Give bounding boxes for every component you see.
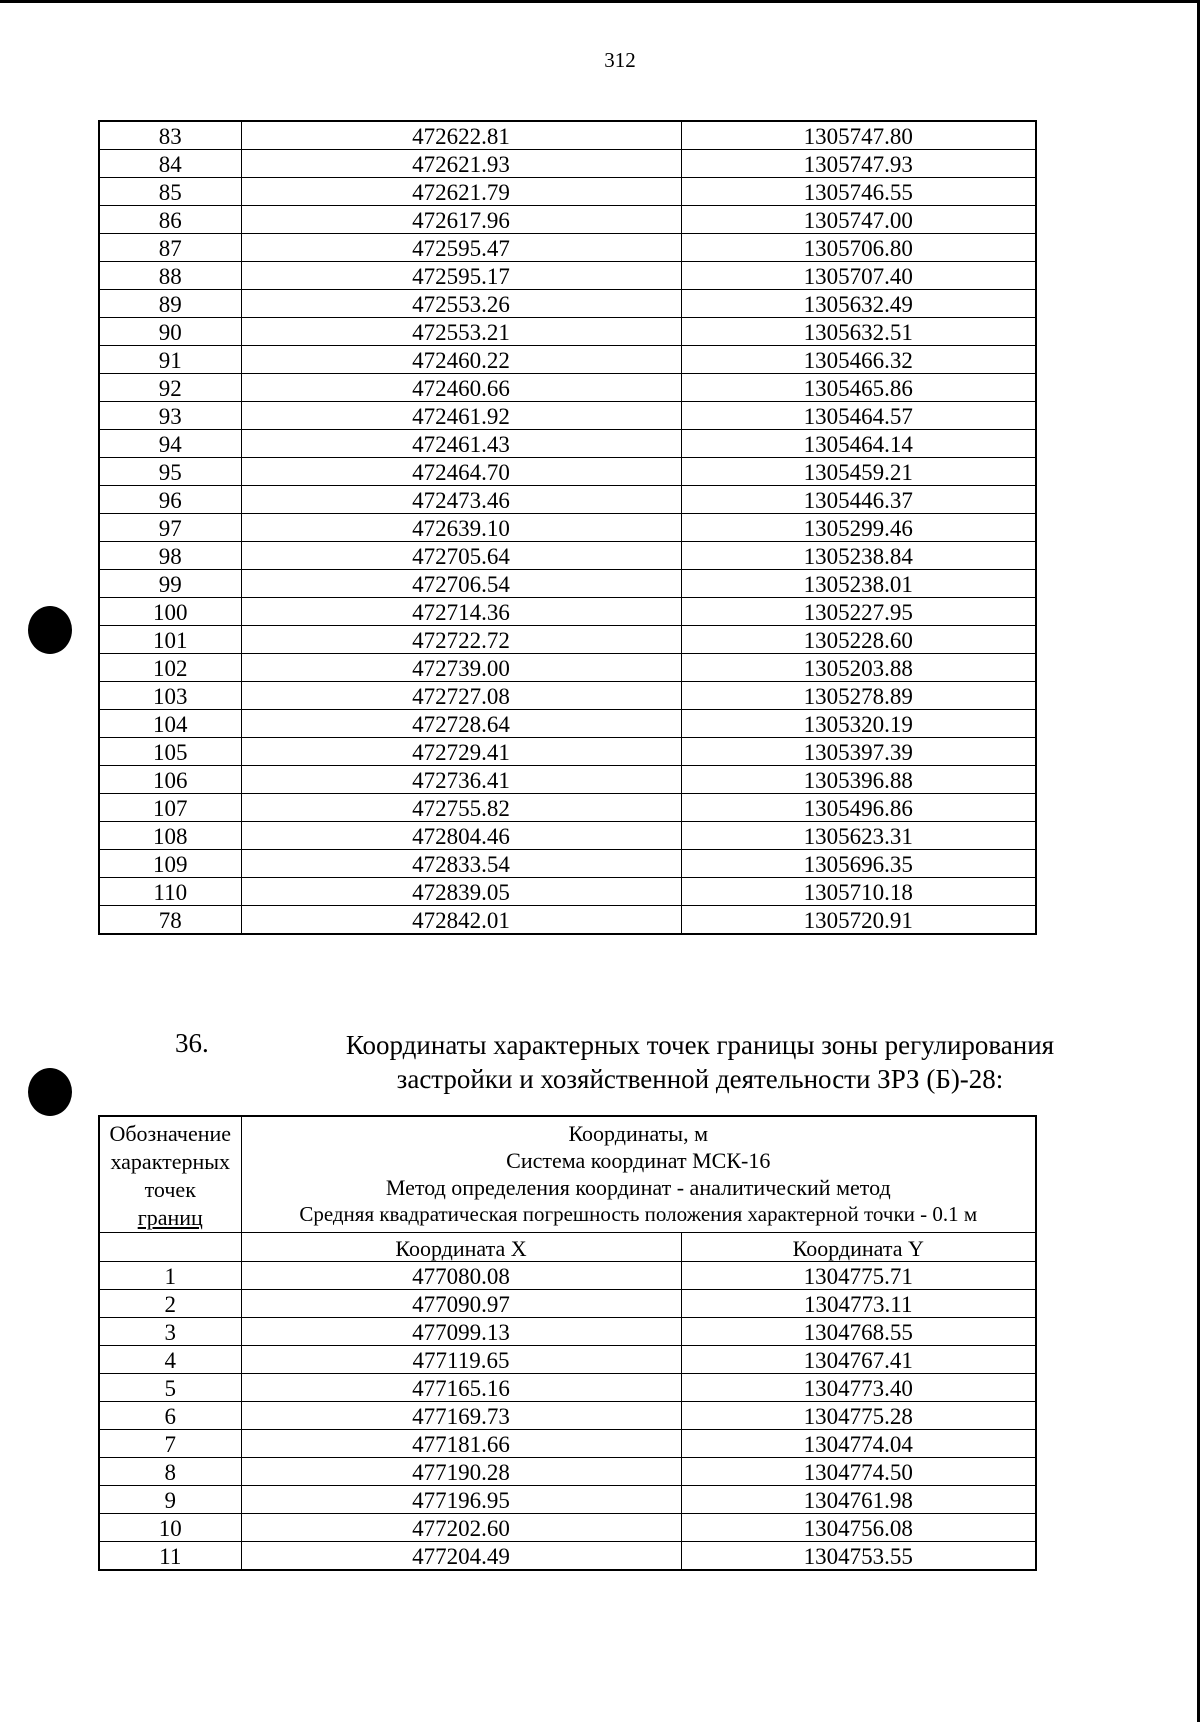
coordinate-y-cell: 1305238.01 xyxy=(681,570,1036,598)
coordinates-table-continued xyxy=(98,120,1037,935)
coordinate-x-cell: 472839.05 xyxy=(241,878,681,906)
coordinate-y-cell: 1305446.37 xyxy=(681,486,1036,514)
header-line: точек xyxy=(144,1177,196,1202)
point-number-cell: 11 xyxy=(99,1542,241,1571)
table-row xyxy=(99,1290,1036,1318)
coordinate-x-cell: 472639.10 xyxy=(241,514,681,542)
table-row xyxy=(99,290,1036,318)
table-subheader-row xyxy=(99,1233,1036,1262)
coordinate-x-cell: 472461.43 xyxy=(241,430,681,458)
point-number-cell: 7 xyxy=(99,1430,241,1458)
punch-hole-mark xyxy=(28,606,72,654)
table-row xyxy=(99,262,1036,290)
point-number-cell: 105 xyxy=(99,738,241,766)
table-row xyxy=(99,1486,1036,1514)
point-number-cell: 85 xyxy=(99,178,241,206)
coordinate-y-cell: 1305710.18 xyxy=(681,878,1036,906)
coordinate-x-cell: 477119.65 xyxy=(241,1346,681,1374)
point-number-cell: 93 xyxy=(99,402,241,430)
table-row xyxy=(99,402,1036,430)
point-number-cell: 6 xyxy=(99,1402,241,1430)
point-number-cell: 9 xyxy=(99,1486,241,1514)
coordinate-x-cell: 472736.41 xyxy=(241,766,681,794)
point-number-cell: 102 xyxy=(99,654,241,682)
column-header-y: Координата Y xyxy=(681,1233,1036,1262)
coordinate-x-cell: 472714.36 xyxy=(241,598,681,626)
point-number-cell: 4 xyxy=(99,1346,241,1374)
coordinate-x-cell: 477165.16 xyxy=(241,1374,681,1402)
coordinate-y-cell: 1304773.40 xyxy=(681,1374,1036,1402)
punch-hole-mark xyxy=(28,1068,72,1116)
coordinate-y-cell: 1305496.86 xyxy=(681,794,1036,822)
coordinate-x-cell: 472728.64 xyxy=(241,710,681,738)
header-line: характерных xyxy=(110,1149,231,1174)
coordinate-x-cell: 472595.47 xyxy=(241,234,681,262)
table-row xyxy=(99,346,1036,374)
table-row xyxy=(99,458,1036,486)
point-number-cell: 94 xyxy=(99,430,241,458)
point-designation-header xyxy=(99,1116,241,1233)
coordinate-y-cell: 1304768.55 xyxy=(681,1318,1036,1346)
coordinate-y-cell: 1304774.50 xyxy=(681,1458,1036,1486)
coordinate-y-cell: 1305747.80 xyxy=(681,121,1036,150)
section-number: 36. xyxy=(175,1028,209,1058)
table-row xyxy=(99,850,1036,878)
table-row xyxy=(99,486,1036,514)
coordinate-x-cell: 472739.00 xyxy=(241,654,681,682)
coordinate-y-cell: 1305397.39 xyxy=(681,738,1036,766)
table-row xyxy=(99,710,1036,738)
coordinate-y-cell: 1305464.14 xyxy=(681,430,1036,458)
point-number-cell: 87 xyxy=(99,234,241,262)
coordinate-x-cell: 472621.93 xyxy=(241,150,681,178)
coordinate-y-cell: 1305238.84 xyxy=(681,542,1036,570)
section-title-line: Координаты характерных точек границы зоны регулирования xyxy=(345,1030,1055,1060)
coordinate-x-cell: 477099.13 xyxy=(241,1318,681,1346)
section-title xyxy=(310,1028,1090,1096)
point-number-cell: 108 xyxy=(99,822,241,850)
table-row xyxy=(99,430,1036,458)
coordinate-y-cell: 1305747.00 xyxy=(681,206,1036,234)
coordinate-y-cell: 1304756.08 xyxy=(681,1514,1036,1542)
table-row xyxy=(99,1542,1036,1571)
table-row xyxy=(99,234,1036,262)
table-header-row xyxy=(99,1116,1036,1233)
table-row xyxy=(99,878,1036,906)
coordinate-x-cell: 472727.08 xyxy=(241,682,681,710)
table-row xyxy=(99,822,1036,850)
coordinate-x-cell: 477181.66 xyxy=(241,1430,681,1458)
coordinate-x-cell: 472729.41 xyxy=(241,738,681,766)
point-number-cell: 1 xyxy=(99,1262,241,1290)
point-number-cell: 95 xyxy=(99,458,241,486)
coordinate-x-cell: 472473.46 xyxy=(241,486,681,514)
coordinate-y-cell: 1304775.71 xyxy=(681,1262,1036,1290)
header-line: границ xyxy=(137,1205,203,1230)
point-number-cell: 10 xyxy=(99,1514,241,1542)
coordinate-x-cell: 472755.82 xyxy=(241,794,681,822)
table-row xyxy=(99,626,1036,654)
table-row xyxy=(99,1430,1036,1458)
coordinate-x-cell: 472595.17 xyxy=(241,262,681,290)
coordinate-y-cell: 1305623.31 xyxy=(681,822,1036,850)
table-row xyxy=(99,1402,1036,1430)
point-number-cell: 3 xyxy=(99,1318,241,1346)
point-number-cell: 2 xyxy=(99,1290,241,1318)
coordinate-x-cell: 477204.49 xyxy=(241,1542,681,1571)
coordinate-x-cell: 472617.96 xyxy=(241,206,681,234)
coordinate-y-cell: 1305747.93 xyxy=(681,150,1036,178)
table-row xyxy=(99,654,1036,682)
page-edge-top xyxy=(0,0,1200,3)
point-number-cell: 83 xyxy=(99,121,241,150)
point-number-cell: 100 xyxy=(99,598,241,626)
coordinate-x-cell: 472464.70 xyxy=(241,458,681,486)
column-header-x: Координата X xyxy=(241,1233,681,1262)
coordinate-x-cell: 472460.22 xyxy=(241,346,681,374)
coordinate-y-cell: 1304761.98 xyxy=(681,1486,1036,1514)
coordinate-y-cell: 1304773.11 xyxy=(681,1290,1036,1318)
coordinate-x-cell: 472553.26 xyxy=(241,290,681,318)
point-number-cell: 84 xyxy=(99,150,241,178)
coordinate-y-cell: 1304753.55 xyxy=(681,1542,1036,1571)
coordinate-x-cell: 472460.66 xyxy=(241,374,681,402)
table-row xyxy=(99,1514,1036,1542)
coordinate-y-cell: 1305465.86 xyxy=(681,374,1036,402)
table-row xyxy=(99,1318,1036,1346)
point-number-cell: 101 xyxy=(99,626,241,654)
table-row xyxy=(99,374,1036,402)
table-row xyxy=(99,121,1036,150)
coordinate-y-cell: 1305459.21 xyxy=(681,458,1036,486)
point-number-cell: 89 xyxy=(99,290,241,318)
coordinate-y-cell: 1304767.41 xyxy=(681,1346,1036,1374)
table-row xyxy=(99,598,1036,626)
point-number-cell: 106 xyxy=(99,766,241,794)
point-number-cell: 97 xyxy=(99,514,241,542)
table-row xyxy=(99,1374,1036,1402)
coordinate-x-cell: 472461.92 xyxy=(241,402,681,430)
table-row xyxy=(99,738,1036,766)
point-number-cell: 91 xyxy=(99,346,241,374)
coordinate-x-cell: 477169.73 xyxy=(241,1402,681,1430)
coordinate-y-cell: 1305396.88 xyxy=(681,766,1036,794)
coordinates-table-zrz-b-28 xyxy=(98,1115,1037,1571)
coordinate-y-cell: 1305227.95 xyxy=(681,598,1036,626)
table-row xyxy=(99,206,1036,234)
point-number-cell: 86 xyxy=(99,206,241,234)
coordinate-x-cell: 477202.60 xyxy=(241,1514,681,1542)
coordinate-y-cell: 1305278.89 xyxy=(681,682,1036,710)
coordinate-x-cell: 472553.21 xyxy=(241,318,681,346)
header-line: Система координат МСК-16 xyxy=(506,1148,771,1173)
header-line: Средняя квадратическая погрешность положения характерной точки - 0.1 м xyxy=(299,1202,978,1226)
header-line: Обозначение xyxy=(109,1121,232,1146)
table-row xyxy=(99,906,1036,935)
point-number-cell: 5 xyxy=(99,1374,241,1402)
point-number-cell: 90 xyxy=(99,318,241,346)
coordinate-y-cell: 1305746.55 xyxy=(681,178,1036,206)
table-row xyxy=(99,178,1036,206)
table-row xyxy=(99,794,1036,822)
point-number-cell: 103 xyxy=(99,682,241,710)
coordinate-y-cell: 1304775.28 xyxy=(681,1402,1036,1430)
point-number-cell: 78 xyxy=(99,906,241,935)
coordinate-y-cell: 1305320.19 xyxy=(681,710,1036,738)
header-line: Метод определения координат - аналитический метод xyxy=(385,1175,891,1200)
coordinate-y-cell: 1305299.46 xyxy=(681,514,1036,542)
section-title-line: застройки и хозяйственной деятельности ЗРЗ (Б)-28: xyxy=(396,1064,1004,1094)
point-number-cell: 92 xyxy=(99,374,241,402)
point-number-cell: 99 xyxy=(99,570,241,598)
coordinate-y-cell: 1305466.32 xyxy=(681,346,1036,374)
point-number-cell: 88 xyxy=(99,262,241,290)
table-row xyxy=(99,1458,1036,1486)
coordinate-x-cell: 477196.95 xyxy=(241,1486,681,1514)
coordinate-x-cell: 472842.01 xyxy=(241,906,681,935)
coordinate-y-cell: 1305696.35 xyxy=(681,850,1036,878)
coordinate-x-cell: 477190.28 xyxy=(241,1458,681,1486)
coordinate-x-cell: 472804.46 xyxy=(241,822,681,850)
table-row xyxy=(99,766,1036,794)
coordinate-y-cell: 1305632.49 xyxy=(681,290,1036,318)
point-number-cell: 107 xyxy=(99,794,241,822)
coordinate-x-cell: 477080.08 xyxy=(241,1262,681,1290)
point-number-cell: 98 xyxy=(99,542,241,570)
coordinate-y-cell: 1305706.80 xyxy=(681,234,1036,262)
table-row xyxy=(99,150,1036,178)
point-number-cell: 8 xyxy=(99,1458,241,1486)
coordinate-x-cell: 477090.97 xyxy=(241,1290,681,1318)
coordinate-y-cell: 1304774.04 xyxy=(681,1430,1036,1458)
page-number: 312 xyxy=(604,48,636,72)
table-row xyxy=(99,1262,1036,1290)
coordinate-y-cell: 1305228.60 xyxy=(681,626,1036,654)
coordinate-y-cell: 1305707.40 xyxy=(681,262,1036,290)
coordinate-x-cell: 472706.54 xyxy=(241,570,681,598)
table-row xyxy=(99,570,1036,598)
coordinate-x-cell: 472833.54 xyxy=(241,850,681,878)
table-row xyxy=(99,1346,1036,1374)
empty-cell xyxy=(99,1233,241,1262)
header-line: Координаты, м xyxy=(568,1121,709,1146)
table-body xyxy=(99,121,1036,934)
table-row xyxy=(99,682,1036,710)
coordinate-x-cell: 472622.81 xyxy=(241,121,681,150)
coordinate-y-cell: 1305720.91 xyxy=(681,906,1036,935)
coordinates-header xyxy=(241,1116,1036,1233)
point-number-cell: 109 xyxy=(99,850,241,878)
table-row xyxy=(99,542,1036,570)
point-number-cell: 110 xyxy=(99,878,241,906)
coordinate-x-cell: 472705.64 xyxy=(241,542,681,570)
table-row xyxy=(99,514,1036,542)
point-number-cell: 96 xyxy=(99,486,241,514)
coordinate-x-cell: 472621.79 xyxy=(241,178,681,206)
coordinate-y-cell: 1305464.57 xyxy=(681,402,1036,430)
point-number-cell: 104 xyxy=(99,710,241,738)
coordinate-x-cell: 472722.72 xyxy=(241,626,681,654)
table-body xyxy=(99,1116,1036,1570)
table-row xyxy=(99,318,1036,346)
coordinate-y-cell: 1305203.88 xyxy=(681,654,1036,682)
coordinate-y-cell: 1305632.51 xyxy=(681,318,1036,346)
